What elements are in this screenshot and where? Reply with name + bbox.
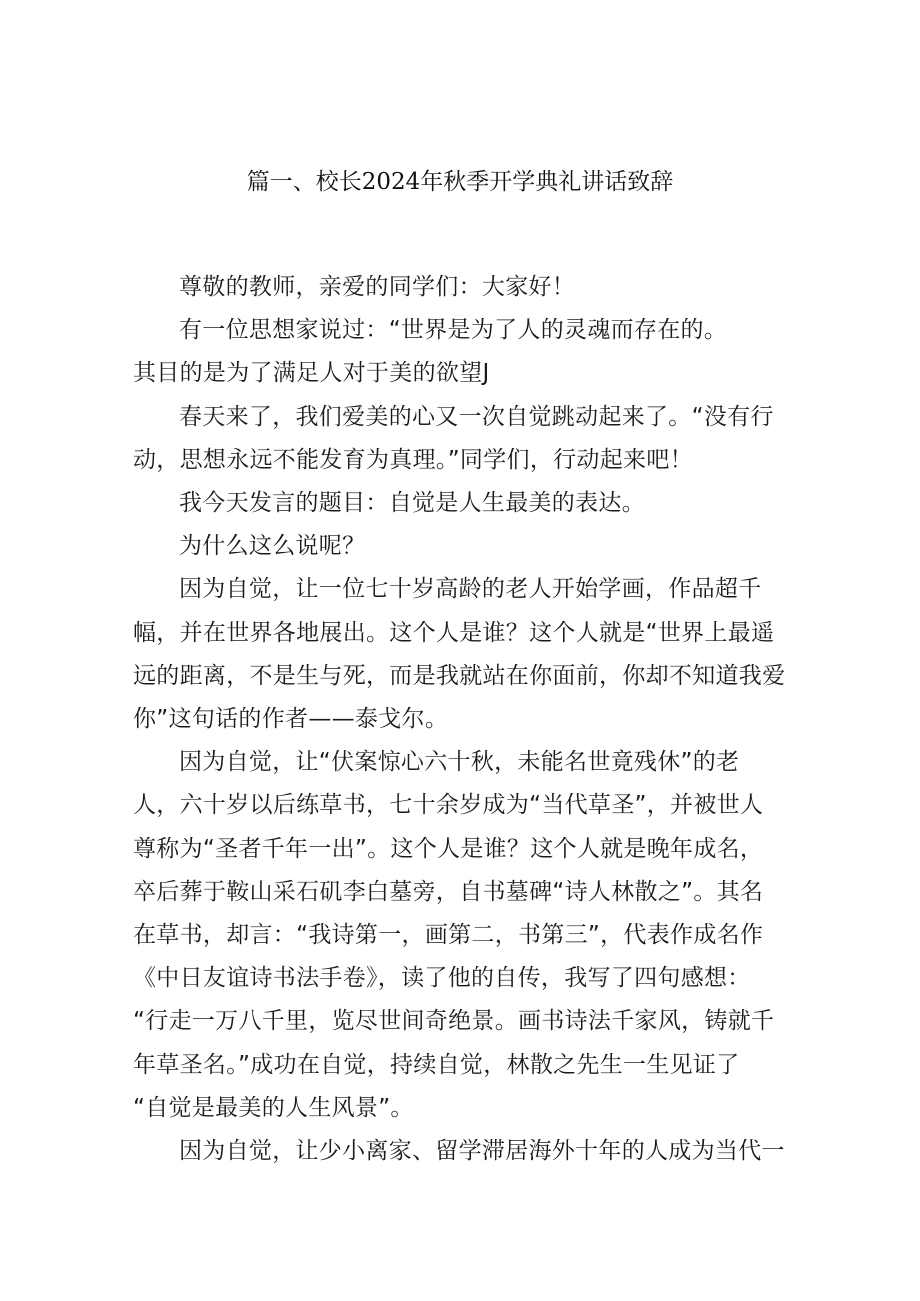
text-line: 卒后葬于鞍山采石矶李白墓旁，自书墓碑“诗人林散之”。其名 xyxy=(133,878,764,905)
paragraph-spring xyxy=(133,396,793,482)
text-line: 尊称为“圣者千年一出”。这个人是谁？这个人就是晚年成名， xyxy=(133,835,764,862)
text-line: 为什么这么说呢？ xyxy=(179,533,366,560)
text-line: 尊敬的教师，亲爱的同学们：大家好！ xyxy=(179,274,576,300)
text-line: 远的距离，不是生与死，而是我就站在你面前，你却不知道我爱 xyxy=(133,662,786,689)
paragraph-quote-intro xyxy=(133,309,793,352)
paragraph-lin-sanzhi xyxy=(133,741,793,1130)
document-title: 篇一、校长2024年秋季开学典礼讲话致辞 xyxy=(246,169,674,195)
text-line: 我今天发言的题目：自觉是人生最美的表达。 xyxy=(179,490,645,517)
text-line: 其目的是为了满足人对于美的欲望J xyxy=(133,360,490,387)
text-line: 春天来了，我们爱美的心又一次自觉跳动起来了。“没有行 xyxy=(179,403,774,430)
text-line: 幅，并在世界各地展出。这个人是谁？这个人就是“世界上最遥 xyxy=(133,619,775,646)
text-line: 你”这句话的作者——泰戈尔。 xyxy=(133,706,449,733)
text-line: 《中日友谊诗书法手卷》，读了他的自传，我写了四句感想： xyxy=(133,965,751,992)
paragraph-abroad xyxy=(133,1130,793,1173)
text-line: 有一位思想家说过：“世界是为了人的灵魂而存在的。 xyxy=(179,317,728,344)
document-body xyxy=(133,266,793,1173)
text-line: 在草书，却言：“我诗第一，画第二，书第三”，代表作成名作 xyxy=(133,922,764,949)
paragraph-quote-continuation xyxy=(133,352,793,395)
text-line: 动，思想永远不能发育为真理。”同学们，行动起来吧！ xyxy=(133,446,693,473)
paragraph-question xyxy=(133,525,793,568)
text-line: 因为自觉，让少小离家、留学滞居海外十年的人成为当代一 xyxy=(179,1138,785,1165)
paragraph-tagore xyxy=(133,568,793,741)
paragraph-topic xyxy=(133,482,793,525)
text-line: “自觉是最美的人生风景”。 xyxy=(133,1094,414,1121)
text-line: “行走一万八千里，览尽世间奇绝景。画书诗法千家风，铸就千 xyxy=(133,1008,775,1035)
text-line: 因为自觉，让“伏案惊心六十秋，未能名世竟残休”的老 xyxy=(179,749,740,776)
paragraph-greeting xyxy=(133,266,793,309)
text-line: 因为自觉，让一位七十岁高龄的老人开始学画，作品超千 xyxy=(179,576,762,603)
text-line: 年草圣名。”成功在自觉，持续自觉，林散之先生一生见证了 xyxy=(133,1051,740,1078)
text-line: 人，六十岁以后练草书，七十余岁成为“当代草圣”，并被世人 xyxy=(133,792,764,819)
